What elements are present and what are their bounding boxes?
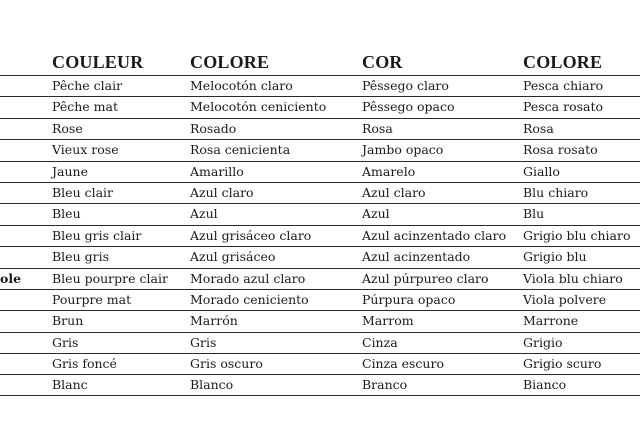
cell-french: Jaune	[52, 163, 88, 179]
table-row	[0, 246, 640, 267]
table-row	[0, 96, 640, 117]
table-row	[0, 374, 640, 395]
header-portuguese: COR	[362, 52, 403, 72]
header-italian: COLORE	[523, 52, 603, 72]
table-row	[0, 289, 640, 310]
cell-italian: Grigio blu chiaro	[523, 227, 631, 243]
cell-spanish: Gris oscuro	[190, 356, 263, 372]
cell-portuguese: Azul púrpureo claro	[362, 270, 489, 286]
table-row	[0, 225, 640, 246]
header-spanish: COLORE	[190, 52, 270, 72]
cell-italian: Viola polvere	[523, 291, 607, 307]
cell-italian: Rosa rosato	[523, 142, 598, 158]
cell-spanish: Azul grisáceo	[190, 249, 276, 265]
cell-portuguese: Rosa	[362, 120, 393, 136]
cell-portuguese: Cinza	[362, 334, 398, 350]
cell-spanish: Rosa cenicienta	[190, 142, 291, 158]
cell-italian: Pesca rosato	[523, 99, 604, 115]
cell-portuguese: Azul acinzentado claro	[362, 227, 507, 243]
cell-french: Pêche mat	[52, 99, 118, 115]
cell-french: Bleu clair	[52, 184, 114, 200]
cell-italian: Pesca chiaro	[523, 78, 604, 93]
table-row	[0, 75, 640, 96]
cell-french: Pourpre mat	[52, 291, 132, 307]
cell-french: Gris foncé	[52, 356, 117, 372]
cell-portuguese: Marrom	[362, 313, 414, 329]
cell-portuguese: Azul claro	[362, 184, 426, 200]
cell-portuguese: Cinza escuro	[362, 356, 444, 372]
table-row	[0, 139, 640, 160]
header-french: COULEUR	[52, 52, 144, 72]
cell-spanish: Azul claro	[190, 184, 254, 200]
table-row	[0, 332, 640, 353]
cell-french: Bleu pourpre clair	[52, 270, 168, 286]
table-row	[0, 161, 640, 182]
cell-french: Pêche clair	[52, 78, 123, 93]
cell-french: Gris	[52, 334, 79, 350]
cell-spanish: Amarillo	[190, 163, 244, 179]
cell-italian: Marrone	[523, 313, 579, 329]
cell-italian: Giallo	[523, 163, 560, 179]
row-edge-fragment: ole	[0, 270, 22, 286]
cell-italian: Grigio scuro	[523, 356, 602, 372]
cell-french: Bleu gris	[52, 249, 109, 265]
cell-portuguese: Jambo opaco	[362, 142, 444, 158]
cell-spanish: Blanco	[190, 377, 234, 393]
cell-italian: Grigio	[523, 334, 563, 350]
cell-italian: Viola blu chiaro	[523, 270, 623, 286]
table-row	[0, 203, 640, 224]
cell-french: Bleu	[52, 206, 81, 222]
cell-spanish: Morado ceniciento	[190, 291, 309, 307]
cell-italian: Blu	[523, 206, 545, 222]
cell-portuguese: Azul	[362, 206, 390, 222]
cell-french: Brun	[52, 313, 84, 329]
cell-portuguese: Púrpura opaco	[362, 291, 456, 307]
cell-italian: Grigio blu	[523, 249, 587, 265]
cell-portuguese: Azul acinzentado	[362, 249, 471, 265]
cell-spanish: Rosado	[190, 120, 237, 136]
cell-portuguese: Branco	[362, 377, 408, 393]
cell-portuguese: Pêssego opaco	[362, 99, 455, 115]
cell-spanish: Melocotón claro	[190, 78, 293, 93]
cell-italian: Rosa	[523, 120, 554, 136]
cell-french: Vieux rose	[52, 142, 119, 158]
cell-italian: Bianco	[523, 377, 567, 393]
cell-italian: Blu chiaro	[523, 184, 589, 200]
cell-spanish: Melocotón ceniciento	[190, 99, 327, 115]
cell-portuguese: Pêssego claro	[362, 78, 449, 93]
cell-french: Rose	[52, 120, 83, 136]
cell-spanish: Gris	[190, 334, 217, 350]
cell-spanish: Marrón	[190, 313, 238, 329]
cell-french: Bleu gris clair	[52, 227, 142, 243]
table-row	[0, 118, 640, 139]
cell-spanish: Azul grisáceo claro	[190, 227, 312, 243]
cell-portuguese: Amarelo	[362, 163, 416, 179]
table-row	[0, 182, 640, 203]
cell-french: Blanc	[52, 377, 88, 393]
cell-spanish: Morado azul claro	[190, 270, 306, 286]
table-row	[0, 353, 640, 374]
cell-spanish: Azul	[190, 206, 218, 222]
table-row	[0, 268, 640, 289]
table-body	[0, 75, 640, 396]
table-row	[0, 310, 640, 331]
